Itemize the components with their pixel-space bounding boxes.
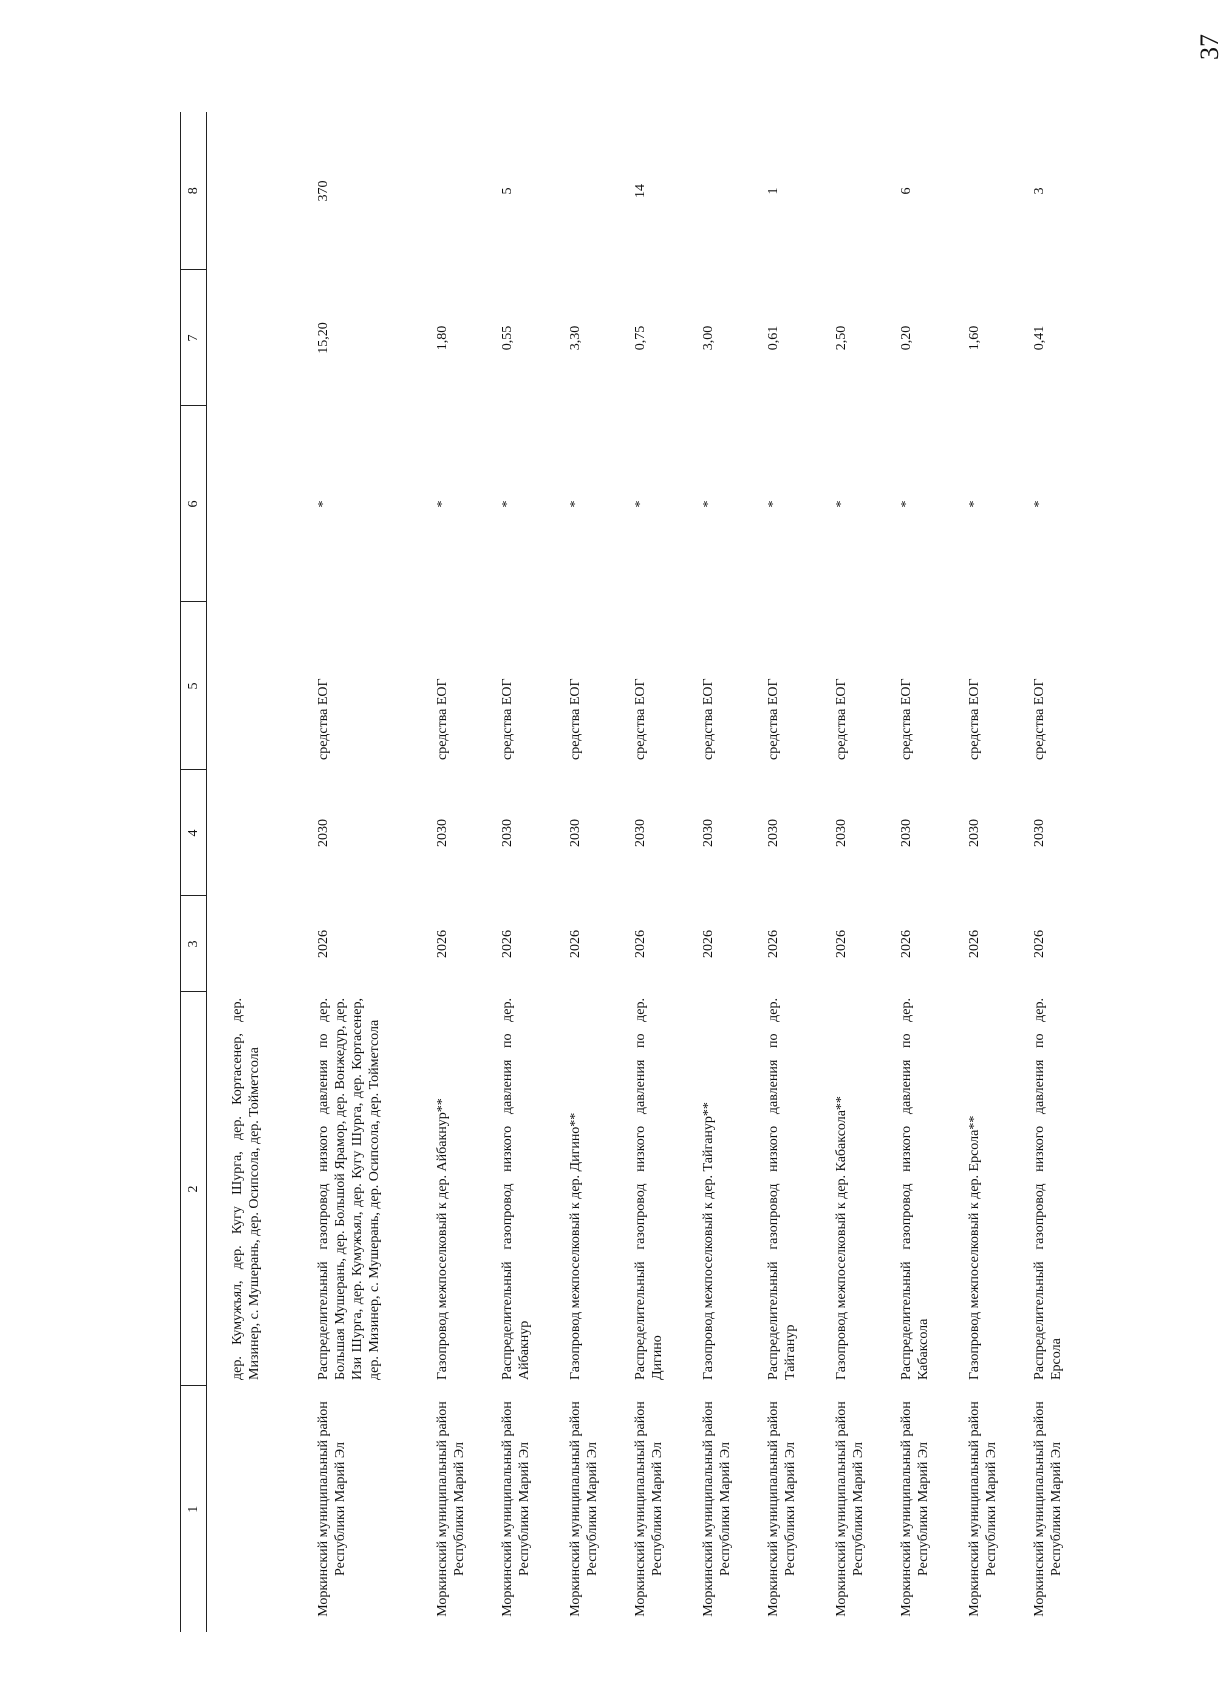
column-header-6: 6 bbox=[181, 406, 207, 602]
cell-end-year: 2030 bbox=[1032, 819, 1047, 847]
cell-district: Моркинский муниципальный район Республики Марий Эл bbox=[899, 1401, 931, 1617]
cell-object: Распределительный газопровод низкого давления по дер. Большая Мушерань, дер. Большой Ярамор, дер. Вонжедур, дер. Изи Шурга, дер. Кумужъял, дер. Кугу Шурга, дер. Кортасенер, дер. Мизинер, с. Мушерань, дер. Осипсола, дер. Тойметсола bbox=[316, 998, 382, 1380]
cell-object: Газопровод межпоселковый к дер. Тайгануp** bbox=[701, 1102, 716, 1380]
cell-object: Распределительный газопровод низкого давления по дер. Кабаксола bbox=[899, 998, 931, 1380]
cell-flag: * bbox=[834, 500, 849, 508]
cell-count: 1 bbox=[766, 187, 781, 195]
cell-count: 370 bbox=[316, 180, 331, 202]
cell-end-year: 2030 bbox=[435, 819, 450, 847]
table-row bbox=[757, 112, 825, 1632]
cell-length: 0,55 bbox=[500, 325, 515, 351]
cell-length: 0,20 bbox=[899, 325, 914, 351]
cell-end-year: 2030 bbox=[633, 819, 648, 847]
table-row bbox=[1023, 112, 1091, 1632]
cell-start-year: 2026 bbox=[834, 930, 849, 958]
cell-object: Газопровод межпоселковый к дер. Кабаксола** bbox=[834, 1096, 849, 1380]
cell-flag: * bbox=[500, 500, 515, 508]
cell-start-year: 2026 bbox=[1032, 930, 1047, 958]
cell-funding-source: средства ЕОГ bbox=[967, 678, 982, 760]
cell-district: Моркинский муниципальный район Республики Марий Эл bbox=[568, 1401, 600, 1617]
cell-object: Распределительный газопровод низкого давления по дер. Тайганур bbox=[766, 998, 798, 1380]
cell-funding-source: средства ЕОГ bbox=[834, 678, 849, 760]
table-row bbox=[559, 112, 624, 1632]
cell-length: 2,50 bbox=[834, 325, 849, 351]
cell-length: 1,80 bbox=[435, 325, 450, 351]
cell-district: Моркинский муниципальный район Республики Марий Эл bbox=[633, 1401, 665, 1617]
cell-flag: * bbox=[435, 500, 450, 508]
cell-funding-source: средства ЕОГ bbox=[568, 678, 583, 760]
cell-district: Моркинский муниципальный район Республики Марий Эл bbox=[1032, 1401, 1064, 1617]
cell-object: Распределительный газопровод низкого давления по дер. Айбакнур bbox=[500, 998, 532, 1380]
table-row bbox=[890, 112, 958, 1632]
cell-flag: * bbox=[1032, 500, 1047, 508]
table-row bbox=[825, 112, 890, 1632]
cell-end-year: 2030 bbox=[899, 819, 914, 847]
cell-length: 0,75 bbox=[633, 325, 648, 351]
cell-flag: * bbox=[316, 500, 331, 508]
cell-flag: * bbox=[701, 500, 716, 508]
cell-length: 0,41 bbox=[1032, 325, 1047, 351]
cell-district: Моркинский муниципальный район Республики Марий Эл bbox=[435, 1401, 467, 1617]
cell-start-year: 2026 bbox=[967, 930, 982, 958]
column-number-header bbox=[181, 112, 207, 1632]
cell-flag: * bbox=[766, 500, 781, 508]
cell-length: 1,60 bbox=[967, 325, 982, 351]
cell-funding-source: средства ЕОГ bbox=[766, 678, 781, 760]
table-row bbox=[426, 112, 491, 1632]
column-header-7: 7 bbox=[181, 270, 207, 406]
cell-object: Газопровод межпоселковый к дер. Дигино** bbox=[568, 1112, 583, 1380]
table-row bbox=[958, 112, 1023, 1632]
cell-count: 14 bbox=[633, 184, 648, 198]
continuation-row bbox=[207, 112, 292, 1632]
cell-count bbox=[426, 112, 491, 270]
cell-start-year: 2026 bbox=[435, 930, 450, 958]
cell-district: Моркинский муниципальный район Республики Марий Эл bbox=[701, 1401, 733, 1617]
cell-funding-source: средства ЕОГ bbox=[899, 678, 914, 760]
cell-length: 15,20 bbox=[316, 322, 331, 354]
page-number: 37 bbox=[1195, 34, 1224, 60]
cell-start-year: 2026 bbox=[766, 930, 781, 958]
rotated-table-wrapper bbox=[180, 112, 1180, 1632]
cell-end-year: 2030 bbox=[967, 819, 982, 847]
table-row bbox=[291, 112, 426, 1632]
cell-count: 3 bbox=[1032, 187, 1047, 195]
cell-end-year: 2030 bbox=[701, 819, 716, 847]
cell-flag: * bbox=[633, 500, 648, 508]
cell-object: дер. Кумужъял, дер. Кугу Шурга, дер. Кортасенер, дер. Мизинер, с. Мушерань, дер. Осипсола, дер. Тойметсола bbox=[230, 998, 262, 1380]
cell-flag: * bbox=[899, 500, 914, 508]
cell-start-year: 2026 bbox=[500, 930, 515, 958]
cell-count bbox=[825, 112, 890, 270]
cell-funding-source: средства ЕОГ bbox=[435, 678, 450, 760]
cell-start-year: 2026 bbox=[568, 930, 583, 958]
gas-pipeline-table bbox=[180, 112, 1091, 1632]
table-row bbox=[491, 112, 559, 1632]
cell-district: Моркинский муниципальный район Республики Марий Эл bbox=[834, 1401, 866, 1617]
cell-district: Моркинский муниципальный район Республики Марий Эл bbox=[500, 1401, 532, 1617]
cell-funding-source: средства ЕОГ bbox=[1032, 678, 1047, 760]
cell-length: 0,61 bbox=[766, 325, 781, 351]
cell-funding-source: средства ЕОГ bbox=[701, 678, 716, 760]
cell-funding-source: средства ЕОГ bbox=[500, 678, 515, 760]
cell-length: 3,00 bbox=[701, 325, 716, 351]
cell-end-year: 2030 bbox=[316, 819, 331, 847]
column-header-1: 1 bbox=[181, 1386, 207, 1632]
cell-district: Моркинский муниципальный район Республики Марий Эл bbox=[316, 1401, 348, 1617]
column-header-5: 5 bbox=[181, 602, 207, 770]
cell-funding-source: средства ЕОГ bbox=[633, 678, 648, 760]
table-row bbox=[624, 112, 692, 1632]
cell-count bbox=[958, 112, 1023, 270]
cell-district: Моркинский муниципальный район Республики Марий Эл bbox=[967, 1401, 999, 1617]
cell-object: Газопровод межпоселковый к дер. Айбакнур** bbox=[435, 1098, 450, 1380]
cell-count: 5 bbox=[500, 187, 515, 195]
column-header-2: 2 bbox=[181, 992, 207, 1386]
table-row bbox=[692, 112, 757, 1632]
cell-end-year: 2030 bbox=[500, 819, 515, 847]
cell-start-year: 2026 bbox=[633, 930, 648, 958]
cell-district: Моркинский муниципальный район Республики Марий Эл bbox=[766, 1401, 798, 1617]
cell-end-year: 2030 bbox=[568, 819, 583, 847]
cell-end-year: 2030 bbox=[834, 819, 849, 847]
cell-end-year: 2030 bbox=[766, 819, 781, 847]
column-header-3: 3 bbox=[181, 896, 207, 992]
cell-district bbox=[207, 1386, 292, 1632]
column-header-4: 4 bbox=[181, 770, 207, 896]
cell-start-year: 2026 bbox=[316, 930, 331, 958]
cell-length: 3,30 bbox=[568, 325, 583, 351]
cell-count bbox=[559, 112, 624, 270]
cell-flag: * bbox=[568, 500, 583, 508]
cell-object: Распределительный газопровод низкого давления по дер. Ерсола bbox=[1032, 998, 1064, 1380]
cell-object: Распределительный газопровод низкого давления по дер. Дигино bbox=[633, 998, 665, 1380]
cell-count bbox=[692, 112, 757, 270]
cell-funding-source: средства ЕОГ bbox=[316, 678, 331, 760]
cell-object: Газопровод межпоселковый к дер. Ерсола** bbox=[967, 1115, 982, 1380]
cell-flag: * bbox=[967, 500, 982, 508]
cell-start-year: 2026 bbox=[701, 930, 716, 958]
column-header-8: 8 bbox=[181, 112, 207, 270]
cell-start-year: 2026 bbox=[899, 930, 914, 958]
cell-count: 6 bbox=[899, 187, 914, 195]
